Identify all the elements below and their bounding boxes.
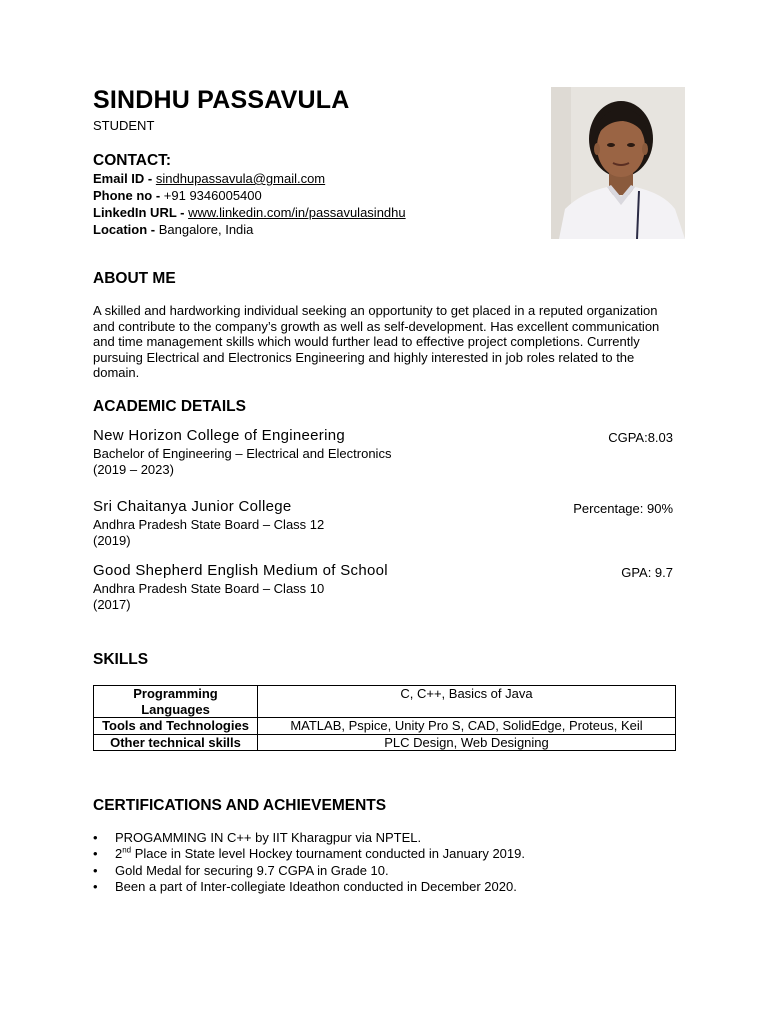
candidate-name: SINDHU PASSAVULA bbox=[93, 86, 350, 114]
table-row bbox=[94, 734, 676, 751]
bullet-icon: • bbox=[93, 862, 98, 878]
email-label: Email ID - bbox=[93, 171, 156, 186]
skill-values: C, C++, Basics of Java bbox=[258, 686, 676, 718]
academic-years: (2019) bbox=[93, 533, 131, 548]
academic-years: (2017) bbox=[93, 597, 131, 612]
skill-category: Tools and Technologies bbox=[94, 718, 258, 735]
certifications-list bbox=[93, 830, 525, 895]
candidate-title: STUDENT bbox=[93, 118, 155, 133]
skills-table bbox=[93, 685, 676, 751]
table-row bbox=[94, 718, 676, 735]
certification-text: PROGAMMING IN C++ by IIT Kharagpur via NPTEL. bbox=[115, 830, 422, 845]
academic-years: (2019 – 2023) bbox=[93, 462, 174, 477]
phone-label: Phone no - bbox=[93, 188, 164, 203]
list-item bbox=[93, 830, 525, 846]
academic-program: Andhra Pradesh State Board – Class 10 bbox=[93, 581, 325, 596]
skill-category: Other technical skills bbox=[94, 734, 258, 751]
email-row bbox=[93, 170, 406, 187]
location-label: Location - bbox=[93, 222, 159, 237]
phone-value: +91 9346005400 bbox=[163, 188, 262, 203]
contact-heading: CONTACT: bbox=[93, 152, 172, 169]
academic-score: Percentage: 90% bbox=[573, 501, 673, 516]
bullet-icon: • bbox=[93, 830, 98, 845]
institution-name: Sri Chaitanya Junior College bbox=[93, 498, 292, 515]
institution-name: New Horizon College of Engineering bbox=[93, 427, 346, 444]
certifications-heading: CERTIFICATIONS AND ACHIEVEMENTS bbox=[93, 797, 387, 814]
linkedin-link[interactable]: www.linkedin.com/in/passavulasindhu bbox=[188, 205, 406, 220]
skill-values: PLC Design, Web Designing bbox=[258, 734, 676, 751]
academic-entry bbox=[93, 427, 673, 478]
academic-program: Andhra Pradesh State Board – Class 12 bbox=[93, 517, 325, 532]
skill-category: Programming Languages bbox=[94, 686, 258, 718]
location-value: Bangalore, India bbox=[158, 222, 254, 237]
profile-photo bbox=[551, 87, 685, 239]
academic-score: GPA: 9.7 bbox=[621, 565, 673, 580]
profile-photo-illustration bbox=[551, 87, 685, 239]
linkedin-label: LinkedIn URL - bbox=[93, 205, 189, 220]
about-text: A skilled and hardworking individual seeking an opportunity to get placed in a reputed organization and contribute to the company’s growth as well as self-development. Has excellent communication and time management skills which would further lead to effective project completions. Currently pursuing Electrical and Electronics Engineering and highly interested in job roles related to the domain. bbox=[93, 303, 660, 380]
list-item bbox=[93, 863, 525, 879]
location-row bbox=[93, 221, 406, 238]
phone-row bbox=[93, 187, 406, 204]
academic-program: Bachelor of Engineering – Electrical and Electronics bbox=[93, 446, 392, 461]
list-item bbox=[93, 846, 525, 862]
achievement-number: 2 bbox=[115, 846, 123, 862]
list-item bbox=[93, 879, 525, 895]
academic-heading: ACADEMIC DETAILS bbox=[93, 398, 246, 415]
linkedin-row bbox=[93, 204, 406, 221]
skills-heading: SKILLS bbox=[93, 651, 149, 668]
bullet-icon: • bbox=[93, 878, 98, 894]
contact-block bbox=[93, 170, 406, 238]
ordinal-suffix: nd bbox=[122, 845, 132, 855]
skill-values: MATLAB, Pspice, Unity Pro S, CAD, SolidEdge, Proteus, Keil bbox=[258, 718, 676, 735]
achievement-text: Place in State level Hockey tournament conducted in January 2019. bbox=[131, 846, 525, 862]
about-heading: ABOUT ME bbox=[93, 270, 176, 287]
academic-entry bbox=[93, 498, 673, 549]
table-row bbox=[94, 686, 676, 718]
institution-name: Good Shepherd English Medium of School bbox=[93, 562, 388, 579]
academic-entry bbox=[93, 562, 673, 613]
email-link[interactable]: sindhupassavula@gmail.com bbox=[155, 171, 326, 186]
achievement-text: Been a part of Inter-collegiate Ideathon conducted in December 2020. bbox=[115, 878, 517, 894]
academic-score: CGPA:8.03 bbox=[608, 430, 673, 445]
bullet-icon: • bbox=[93, 846, 98, 862]
achievement-text: Gold Medal for securing 9.7 CGPA in Grade 10. bbox=[115, 862, 389, 878]
